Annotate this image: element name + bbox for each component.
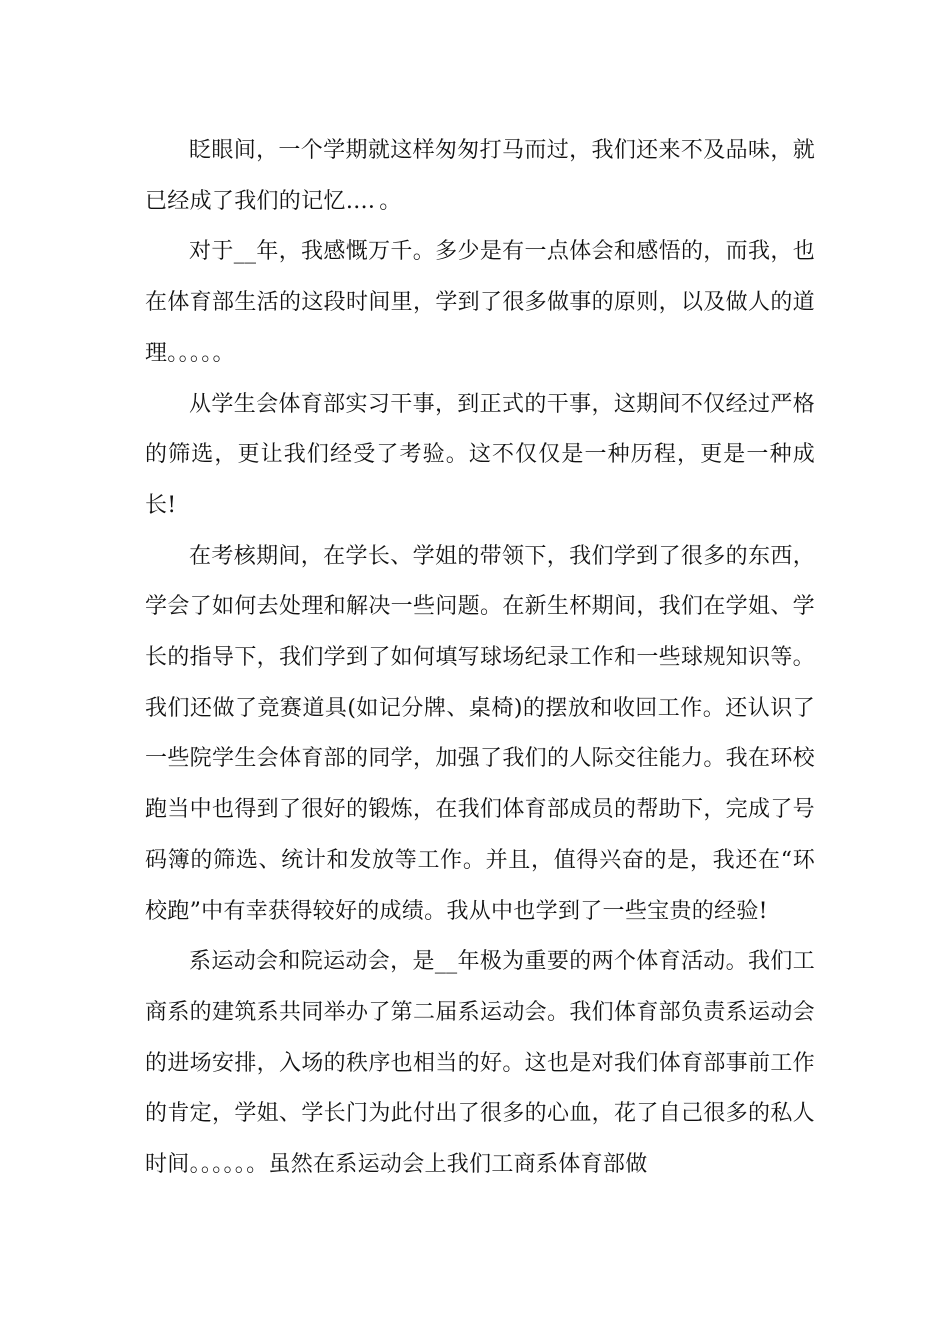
paragraph-3: 从学生会体育部实习干事，到正式的干事，这期间不仅经过严格的筛选，更让我们经受了考验。这不仅仅是一种历程，更是一种成长! (145, 391, 815, 518)
paragraph-5: 系运动会和院运动会，是__年极为重要的两个体育活动。我们工商系的建筑系共同举办了第二届系运动会。我们体育部负责系运动会的进场安排，入场的秩序也相当的好。这也是对我们体育部事前工作的肯定，学姐、学长门为此付出了很多的心血，花了自己很多的私人时间。。。。。。虽然在系运动会上我们工商系体育部做 (145, 949, 815, 1178)
paragraph-4: 在考核期间，在学长、学姐的带领下，我们学到了很多的东西，学会了如何去处理和解决一些问题。在新生杯期间，我们在学姐、学长的指导下，我们学到了如何填写球场纪录工作和一些球规知识等。我们还做了竞赛道具(如记分牌、桌椅)的摆放和收回工作。还认识了一些院学生会体育部的同学，加强了我们的人际交往能力。我在环校跑当中也得到了很好的锻炼，在我们体育部成员的帮助下，完成了号码簿的筛选、统计和发放等工作。并且，值得兴奋的是，我还在“环校跑”中有幸获得较好的成绩。我从中也学到了一些宝贵的经验! (145, 543, 815, 924)
paragraph-2: 对于__年，我感慨万千。多少是有一点体会和感悟的，而我，也在体育部生活的这段时间里，学到了很多做事的原则，以及做人的道理。。。。。 (145, 239, 815, 366)
paragraph-1: 眨眼间，一个学期就这样匆匆打马而过，我们还来不及品味，就已经成了我们的记忆…．。 (145, 138, 815, 214)
document-body (145, 126, 815, 1191)
